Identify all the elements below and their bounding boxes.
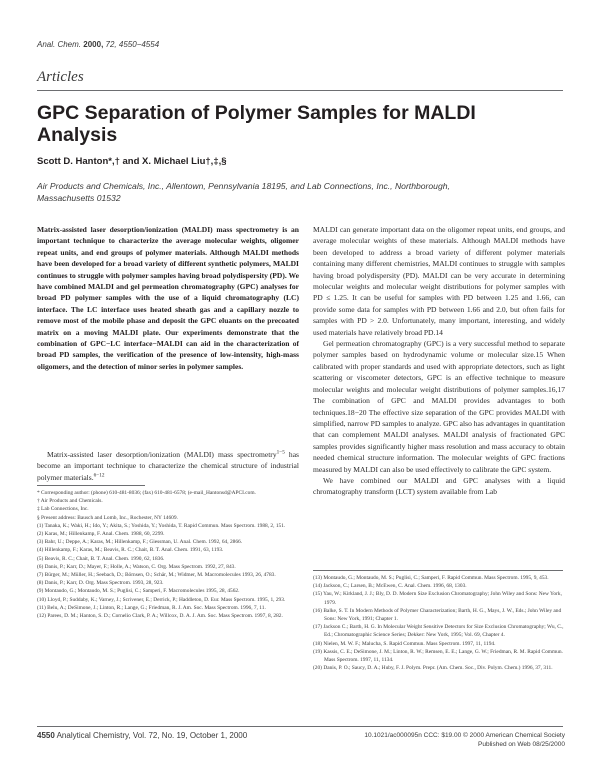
footnote: (13) Montaudo, G.; Montaudo, M. S.; Puglisi, C.; Samperi, F. Rapid Commun. Mass Spectrom. 1995, 9, 453. bbox=[313, 575, 549, 581]
author-line bbox=[37, 156, 227, 167]
intro-text-b: has become an important technique to characterize the chemical structure of industrial polymer materials. bbox=[37, 450, 299, 482]
footnote: (19) Kassis, C. E.; DeSimone, J. M.; Linton, R. W.; Remsen, E. E.; Lange, G. W.; Friedman, R. M. Rapid Commun. Mass Spectrom. 1997, 11, 1134. bbox=[313, 648, 563, 664]
footnote: (12) Parees, D. M.; Hanton, S. D.; Cornelio Clark, P. A.; Willcox, D. A. J. Am. Soc. Mass Spectrom. 1997, 8, 282. bbox=[37, 613, 283, 620]
footnote: (1) Tanaka, K.; Waki, H.; Ido, Y.; Akita, S.; Yoshida, Y.; Yoshida, T. Rapid Commun. Mass Spectrom. 1988, 2, 151. bbox=[37, 522, 286, 529]
footnotes-right bbox=[313, 574, 565, 672]
journal-volume: 72, bbox=[105, 40, 117, 49]
journal-reference bbox=[37, 40, 159, 49]
footnote: (7) Bürger, M.; Müller, H.; Seebach, D.; Börnsen, O.; Schär, M.; Widmer, M. Macromolecules 1993, 26, 4783. bbox=[37, 572, 276, 579]
intro-text-a: Matrix-assisted laser desorption/ionization (MALDI) mass spectrometry bbox=[47, 450, 277, 459]
footnote: (16) Balke, S. T. In Modern Methods of Polymer Characterization; Barth, H. G., Mays, J. W., Eds.; John Wiley and Sons: New York, 1991; Chapter 1. bbox=[313, 607, 562, 623]
footnote: (6) Danis, P.; Karr, D.; Mayer, F.; Holle, A.; Watson, C. Org. Mass Spectrom. 1992, 27, 843. bbox=[37, 563, 236, 570]
footer-right bbox=[313, 731, 565, 749]
footnote: (10) Lloyd, P.; Suddaby, K.; Varney, J.; Scrivener, E.; Derrick, P.; Haddleton, D. Eur. Mass Spectrom. 1995, 1, 293. bbox=[37, 596, 286, 603]
doi-line: 10.1021/ac000095n CCC: $19.00 © 2000 American Chemical Society bbox=[364, 732, 565, 739]
intro-ref-2: 6−12 bbox=[93, 472, 105, 479]
page-number: 4550 bbox=[37, 731, 55, 740]
publication-date: Published on Web 08/25/2000 bbox=[478, 741, 565, 748]
footnote-divider bbox=[313, 570, 563, 571]
footnote: (5) Beavis, R. C.; Chait, B. T. Anal. Chem. 1990, 62, 1836. bbox=[37, 555, 165, 562]
right-column-body bbox=[313, 224, 565, 498]
body-paragraph: Gel permeation chromatography (GPC) is a very successful method to separate polymer samples based on hydrodynamic volume or molecular size.15 When calibrated with proper standards and used with appropriate detectors, such as light scattering or viscometer detectors, GPC is an effective technique to measure molecular weights and molecular weight distributions of polymer samples.16,17 The combination of GPC and MALDI provides advantages to both techniques.18−20 The effective size separation of the GPC provides MALDI with simplified, narrow PD samples to analyze. GPC also has advantages in quantitation that can complement MALDI analyses. MALDI analysis of fractionated GPC samples provides significantly higher mass resolution and mass accuracy to obtain needed chemical structure information. The molecular weights of GPC fractions measured by MALDI can also be used effectively to calibrate the GPC system. bbox=[313, 339, 565, 474]
footnote: (14) Jackson, C.; Larsen, B.; McEwen, C. Anal. Chem. 1996, 68, 1303. bbox=[313, 583, 467, 590]
footnote: (8) Danis, P.; Karr, D. Org. Mass Spectrom. 1993, 28, 923. bbox=[37, 580, 164, 587]
journal-pages: 4550−4554 bbox=[118, 40, 160, 49]
footnote: (15) Yau, W.; Kirkland, J. J.; Bly, D. D. Modern Size Exclusion Chromatography; John Wiley and Sons: New York, 1979. bbox=[313, 591, 562, 606]
journal-year: 2000, bbox=[83, 40, 104, 49]
abstract: Matrix-assisted laser desorption/ionization (MALDI) mass spectrometry is an important technique to characterize the average molecular weights, oligomer repeat units, and end groups of polymer materials. Although MALDI methods have been developed for a broad variety of different synthetic polymers, MALDI continues to struggle with polymer samples having broad polydispersity (PD). We have combined MALDI and gel permeation chromatography (GPC) analyses for broad PD polymer samples with the use of a liquid chromatography (LC) interface. The LC interface uses heated sheath gas and a capillary nozzle to remove most of the mobile phase and deposit the GPC eluants on the precoated matrix on a moving MALDI plate. Our experiments demonstrate that the combination of GPC−LC interface−MALDI can aid in the characterization of broad PD samples, the verification of the presence of low-intensity, high-mass oligomers, and the detection of minor series in polymer samples. bbox=[37, 225, 299, 371]
footnotes-left bbox=[37, 489, 299, 620]
footnote: (18) Nielen, M. W. F.; Malucha, S. Rapid Commun. Mass Spectrom. 1997, 11, 1194. bbox=[313, 640, 496, 647]
affiliation: Air Products and Chemicals, Inc., Allentown, Pennsylvania 18195, and Lab Connections, Inc., Northborough, Massachusetts 01532 bbox=[37, 181, 450, 203]
footnote: (4) Hillenkamp, F.; Karas, M.; Beavis, R. C.; Chait, B. T. Anal. Chem. 1991, 63, 1193. bbox=[37, 547, 224, 554]
footnote: (2) Karas, M.; Hillenkamp, F. Anal. Chem. 1988, 60, 2299. bbox=[37, 531, 165, 538]
body-paragraph: We have combined our MALDI and GPC analyses with a liquid chromatography transform (LCT) system available from Lab bbox=[313, 475, 565, 497]
footnote: (20) Danis, P. O.; Saucy, D. A.; Huby, F. J. Polym. Prepr. (Am. Chem. Soc., Div. Polym. Chem.) 1996, 37, 311. bbox=[313, 665, 553, 672]
author-2: X. Michael Liu†,‡,§ bbox=[142, 156, 227, 167]
introduction-paragraph bbox=[37, 449, 299, 483]
footer-divider bbox=[37, 726, 563, 727]
footnote: (9) Montaudo, G.; Montaudo, M. S.; Puglisi, C.; Samperi, F. Macromolecules 1995, 28, 4562. bbox=[37, 588, 240, 595]
journal-name: Anal. Chem. bbox=[37, 40, 82, 49]
footer-left bbox=[37, 731, 247, 740]
footnote: * Corresponding author: (phone) 610-481-8036; (fax) 610-481-6578; (e-mail_Hantonsd@APCI.com. bbox=[37, 490, 256, 496]
footnote: (3) Bahr, U.; Deppe, A.; Karas, M.; Hillenkamp, F.; Giessman, U. Anal. Chem. 1992, 64, 2866. bbox=[37, 539, 243, 546]
footnote: § Present address: Bausch and Lomb, Inc., Rochester, NY 14609. bbox=[37, 514, 178, 521]
journal-issue: Analytical Chemistry, Vol. 72, No. 19, October 1, 2000 bbox=[56, 731, 248, 740]
footnote: ‡ Lab Connections, Inc. bbox=[37, 506, 89, 513]
footnote: (17) Jackson C.; Barth, H. G. In Molecular Weight Sensitive Detectors for Size Exclusion Chromatography; Wu, C., Ed.; Chromatographic Science Series; Dekker: New York, 1995; Vol. 69, Chapter 4. bbox=[313, 624, 564, 639]
article-title: GPC Separation of Polymer Samples for MALDI Analysis bbox=[37, 102, 476, 146]
footnote-divider bbox=[37, 485, 145, 486]
section-label: Articles bbox=[37, 69, 84, 85]
author-1: Scott D. Hanton*,† bbox=[37, 156, 120, 167]
author-joiner: and bbox=[122, 156, 140, 167]
body-paragraph: MALDI can generate important data on the oligomer repeat units, end groups, and average molecular weights of these materials. Although MALDI methods have been developed to address a broad variety of different polymer materials containing many different chemistries, MALDI continues to struggle with samples having broad polydispersity (PD). MALDI can be very accurate in determining molecular weights and molecular weight distributions for polymer samples with PD ≤ 1.25. It can be useful for samples with PD between 1.25 and 1.66, can provide some data for samples with PD between 1.66 and 2.0, but often fails for samples with PD > 2.0. Unfortunately, many important, interesting, and widely used materials have relatively broad PD.14 bbox=[313, 225, 565, 337]
footnote: † Air Products and Chemicals. bbox=[37, 498, 103, 505]
section-divider bbox=[37, 90, 563, 91]
intro-ref: 1−5 bbox=[276, 449, 285, 456]
footnote: (11) Belu, A.; DeSimone, J.; Linton, R.; Lange, G.; Friedman, R. J. Am. Soc. Mass Spectrom. 1996, 7, 11. bbox=[37, 604, 266, 611]
